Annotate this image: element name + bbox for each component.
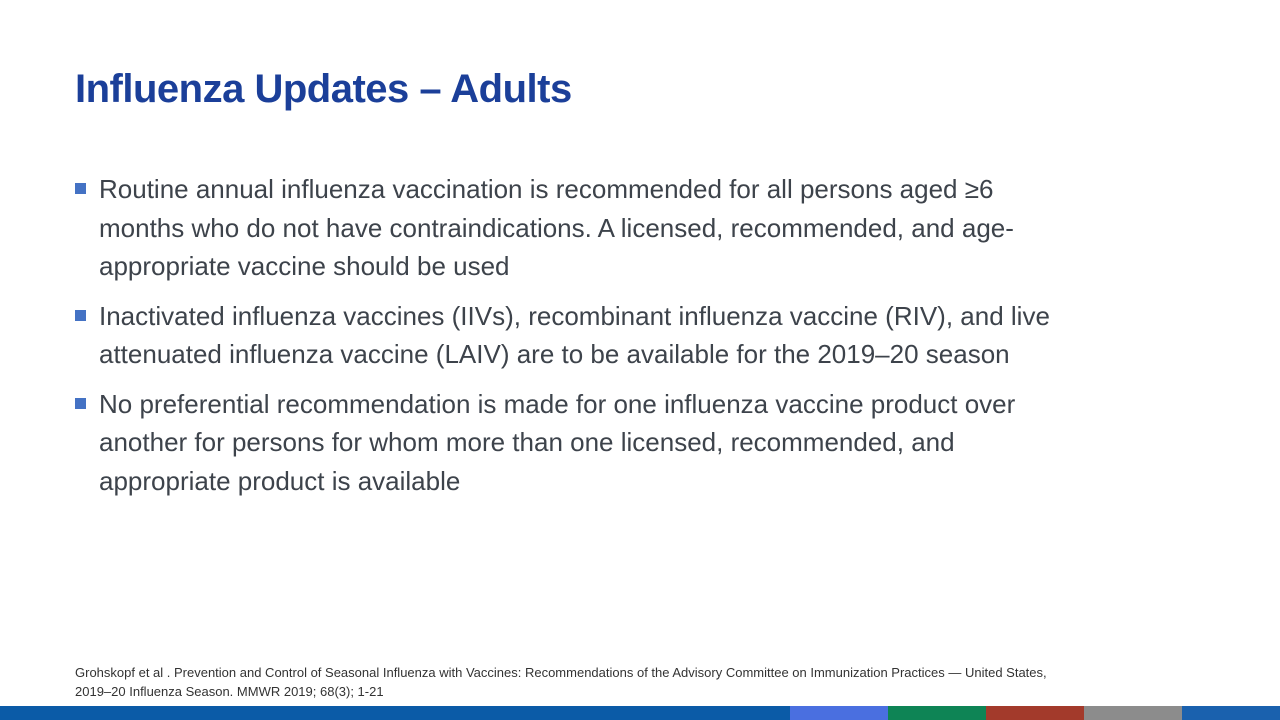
slide-title: Influenza Updates – Adults [75, 66, 572, 111]
bullet-line: appropriate product is available [99, 465, 461, 496]
bullet-list [75, 170, 1175, 511]
bullet-line: attenuated influenza vaccine (LAIV) are to be available for the 2019–20 season [99, 339, 1010, 369]
bar-segment-gray [1084, 706, 1182, 720]
bar-segment-primary-blue [0, 706, 790, 720]
bullet-text [99, 385, 1015, 501]
bullet-item [75, 385, 1175, 501]
bullet-item [75, 170, 1175, 286]
bullet-item [75, 297, 1175, 374]
bullet-line: appropriate vaccine should be used [99, 251, 510, 281]
bar-segment-blue [1182, 706, 1280, 720]
bar-segment-periwinkle-blue [790, 706, 888, 720]
citation-line: 2019–20 Influenza Season. MMWR 2019; 68(3); 1-21 [75, 684, 384, 699]
bullet-text [99, 170, 1014, 286]
bullet-line: another for persons for whom more than one licensed, recommended, and [99, 427, 955, 457]
bar-segment-green [888, 706, 986, 720]
bullet-text [99, 297, 1050, 374]
bullet-square-icon [75, 183, 86, 194]
bottom-accent-bar [0, 706, 1280, 720]
citation-footer [75, 663, 1047, 701]
bar-segment-brick-red [986, 706, 1084, 720]
bullet-line: months who do not have contraindications. A licensed, recommended, and age- [99, 212, 1014, 243]
bullet-line: No preferential recommendation is made for one influenza vaccine product over [99, 388, 1016, 419]
bullet-square-icon [75, 310, 86, 321]
bullet-square-icon [75, 398, 86, 409]
citation-line: Grohskopf et al . Prevention and Control of Seasonal Influenza with Vaccines: Recommendations of the Advisory Committee on Immunization Practices — United States, [75, 665, 1047, 680]
bullet-line: Routine annual influenza vaccination is recommended for all persons aged ≥6 [99, 174, 994, 204]
bullet-line: Inactivated influenza vaccines (IIVs), recombinant influenza vaccine (RIV), and live [99, 300, 1050, 331]
